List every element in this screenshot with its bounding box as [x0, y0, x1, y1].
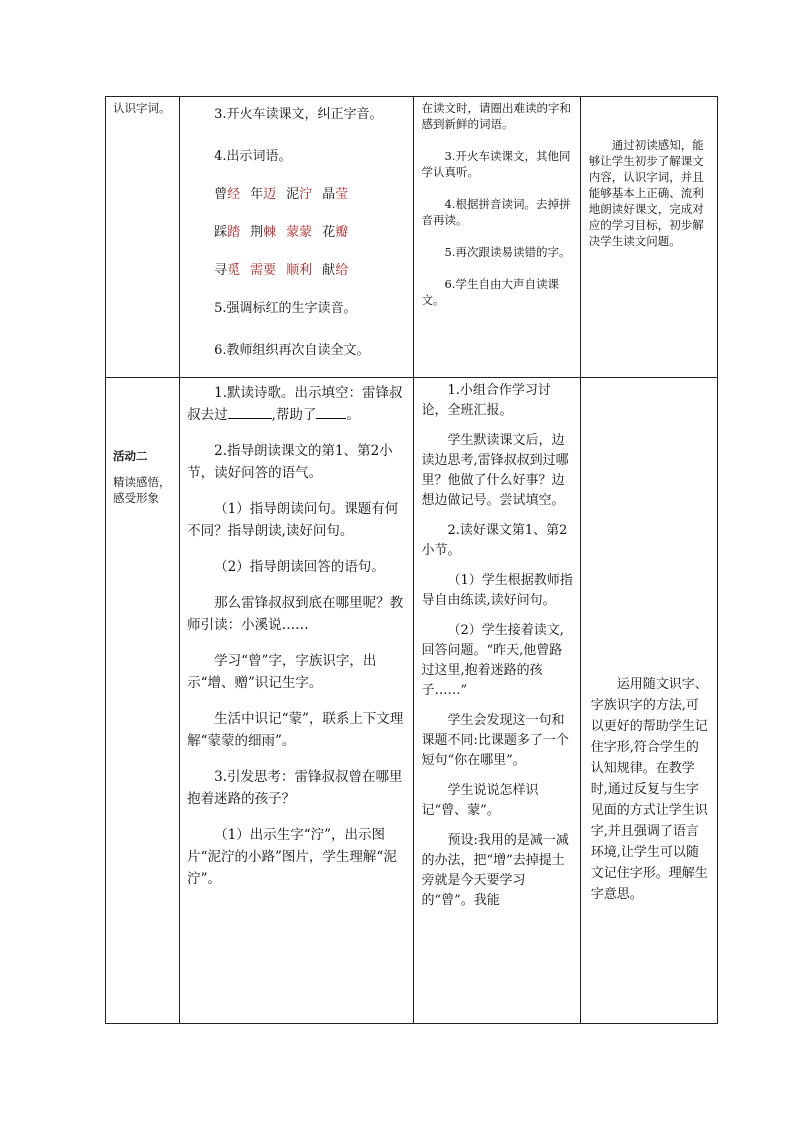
student-text: 5.再次跟读易读错的字。 [444, 245, 571, 259]
step-text: 1.默读诗歌。出示填空：雷锋叔叔去过 ,帮助了 。 [187, 385, 403, 423]
design-intent-cell [580, 97, 717, 378]
step-text: 3.引发思考：雷锋叔叔曾在哪里抱着迷路的孩子？ [187, 769, 403, 807]
teacher-activity-cell [180, 97, 414, 378]
activity-title: 活动二 [113, 449, 148, 463]
word-item: 需要 [250, 263, 277, 278]
student-text: 2.读好课文第1、第2小节。 [421, 523, 568, 558]
word-item: 曾经 [214, 187, 241, 202]
step-text: （1）出示生字“泞”，出示图片“泥泞的小路”图片，学生理解“泥泞”。 [187, 827, 397, 887]
student-text: 6.学生自由大声自读课文。 [421, 277, 559, 307]
step-text: 2.指导朗读课文的第1、第2小节，读好问答的语气。 [187, 443, 393, 481]
word-item: 年迈 [250, 187, 277, 202]
activity-cell [106, 97, 180, 378]
word-item: 花瓣 [322, 225, 349, 240]
table-row [106, 97, 718, 378]
student-text: （1）学生根据教师指导自由练读,读好问句。 [421, 573, 573, 608]
step-text: 那么雷锋叔叔到底在哪里呢？教师引读：小溪说…… [187, 595, 404, 633]
step-text: 生活中识记“蒙”，联系上下文理解“蒙蒙的细雨”。 [187, 711, 404, 749]
design-intent-text: 通过初读感知，能够让学生初步了解课文内容，认识字词，并且能够基本上正确、流利地朗读好课文，完成对应的学习目标，初步解决学生读文问题。 [588, 138, 704, 248]
student-text: 3.开火车读课文，其他同学认真听。 [421, 149, 571, 179]
table-row [106, 378, 718, 1024]
word-item: 顺利 [286, 263, 313, 278]
student-activity-cell [414, 378, 580, 1024]
word-item: 寻觅 [214, 263, 241, 278]
teacher-activity-cell [180, 378, 414, 1024]
lesson-plan-table [105, 96, 718, 1024]
step-text: 4.出示词语。 [214, 149, 292, 164]
activity-goal-text: 认识字词。 [113, 101, 171, 115]
word-line [214, 261, 407, 281]
word-item: 荆棘 [250, 225, 277, 240]
word-item: 踩踏 [214, 225, 241, 240]
word-item: 晶莹 [322, 187, 349, 202]
student-text: 在读文时，请圈出难读的字和感到新鲜的词语。 [421, 101, 571, 131]
step-text: 5.强调标红的生字读音。 [214, 301, 357, 316]
student-text: 学生会发现这一句和课题不同:比课题多了一个短句“你在哪里”。 [421, 713, 569, 768]
student-text: 4.根据拼音读词。去掉拼音再读。 [421, 197, 571, 227]
student-text: 1.小组合作学习讨论，全班汇报。 [421, 383, 551, 418]
step-text: 6.教师组织再次自读全文。 [214, 343, 370, 358]
step-text: （2）指导朗读回答的语句。 [214, 559, 385, 575]
word-line [214, 223, 407, 243]
student-text: 预设:我用的是减一减的办法，把“增”去掉提土旁就是今天要学习的“曾”。我能 [421, 833, 569, 908]
student-activity-cell [414, 97, 580, 378]
activity-cell [106, 378, 180, 1024]
word-line [214, 185, 407, 205]
student-text: （2）学生接着读文,回答问题。“昨天,他曾路过这里,抱着迷路的孩子……” [421, 623, 564, 698]
step-text: 学习“曾”字，字族识字，出示“增、赠”识记生字。 [187, 653, 377, 691]
word-item: 蒙蒙 [286, 225, 313, 240]
step-text: （1）指导朗读问句。课题有何不同？指导朗读,读好问句。 [187, 501, 399, 539]
activity-subtitle: 精读感悟，感受形象 [113, 475, 171, 505]
step-text: 3.开火车读课文，纠正字音。 [214, 107, 383, 122]
design-intent-cell [580, 378, 717, 1024]
student-text: 学生说说怎样识记“曾、蒙”。 [421, 783, 539, 818]
word-item: 泥泞 [286, 187, 313, 202]
design-intent-text: 运用随文识字、字族识字的方法,可以更好的帮助学生记住字形,符合学生的认知规律。在教学时,通过反复与生字见面的方式让学生识字,并且强调了语言环境,让学生可以随文记住字形。理解生字意思。 [590, 677, 708, 902]
word-item: 献给 [322, 263, 349, 278]
student-text: 学生默读课文后，边读边思考,雷锋叔叔到过哪里？他做了什么好事？边想边做记号。尝试填空。 [421, 433, 569, 508]
